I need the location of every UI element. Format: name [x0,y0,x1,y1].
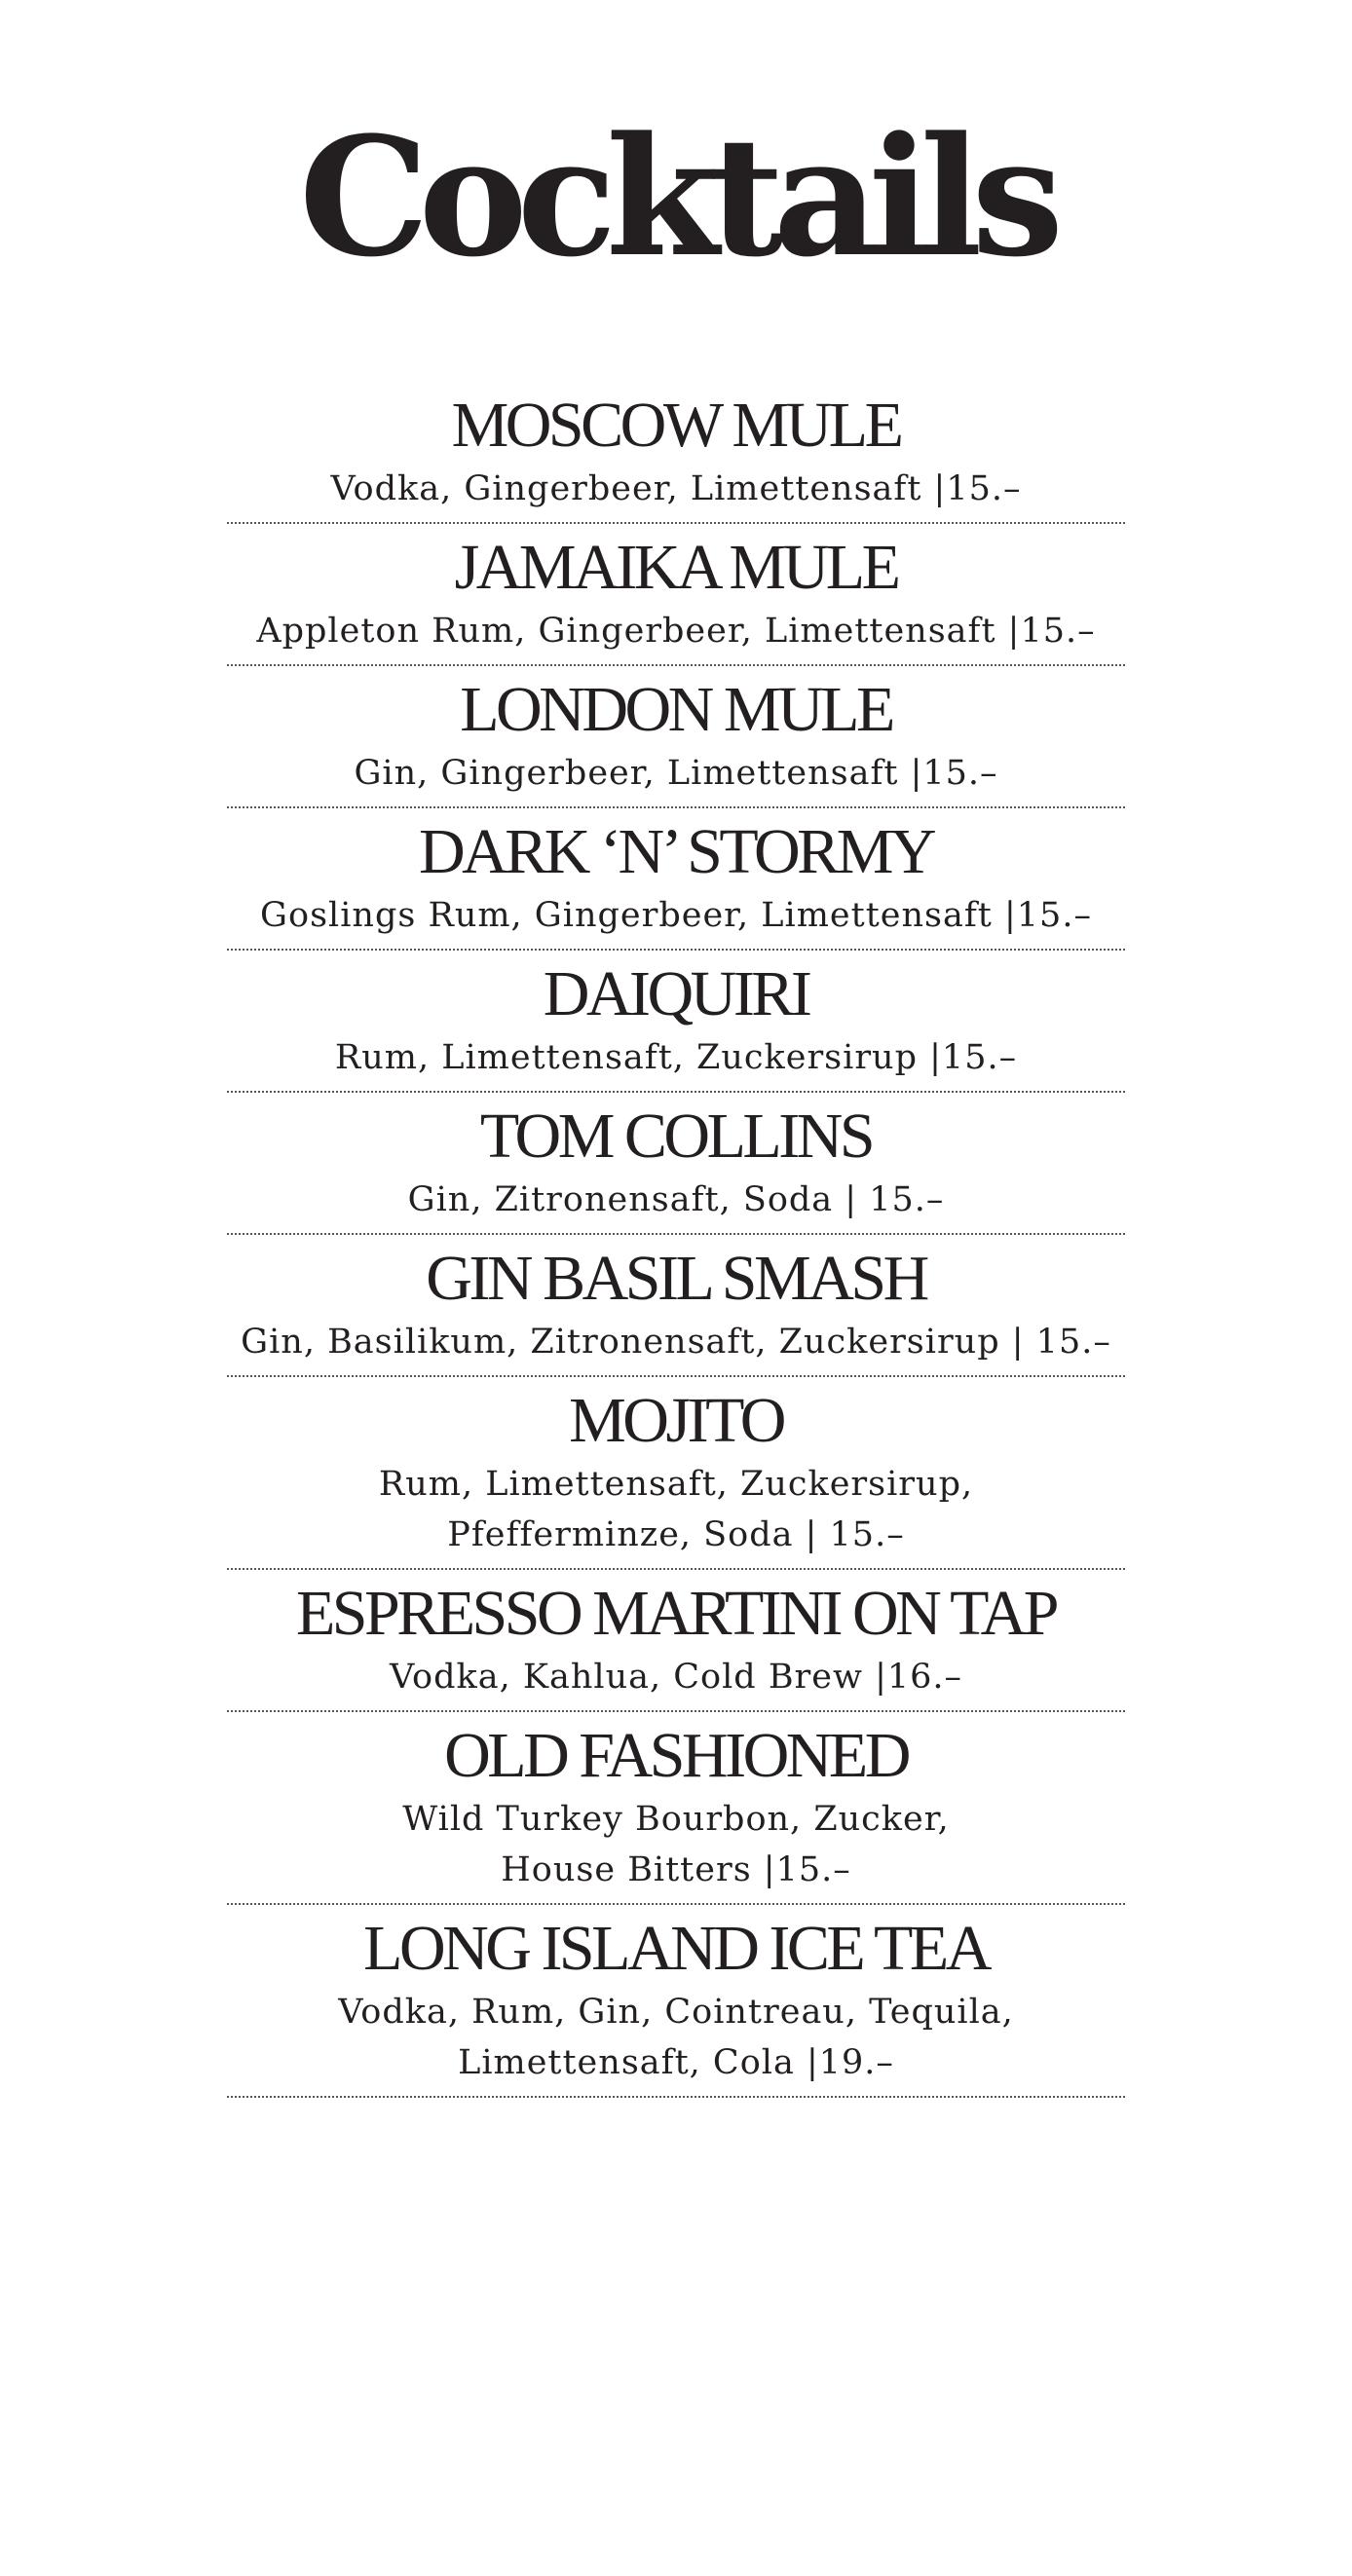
list-item [227,390,1125,524]
list-item [227,951,1125,1093]
list-item [227,1235,1125,1377]
cocktail-name: OLD FASHIONED [444,1720,908,1791]
cocktail-name: TOM COLLINS [479,1101,873,1172]
cocktail-description: Gin, Zitronensaft, Soda | 15.– [407,1180,945,1219]
list-item [227,808,1125,951]
list-item [227,1377,1125,1570]
page-title: Cocktails [298,100,1054,293]
cocktail-name: LONDON MULE [460,674,892,745]
cocktail-description: Appleton Rum, Gingerbeer, Limettensaft |15.– [256,612,1096,651]
cocktail-description: Gin, Basilikum, Zitronensaft, Zuckersirup | 15.– [241,1323,1111,1362]
cocktail-name: MOJITO [569,1385,783,1456]
cocktail-description: Vodka, Rum, Gin, Cointreau, Tequila, Limettensaft, Cola |19.– [338,1993,1014,2082]
cocktail-name: GIN BASIL SMASH [426,1243,926,1314]
cocktail-list [227,390,1125,2098]
list-item [227,1712,1125,1905]
cocktail-description: Vodka, Kahlua, Cold Brew |16.– [389,1658,963,1697]
cocktail-name: DAIQUIRI [543,958,809,1029]
cocktail-name: ESPRESSO MARTINI ON TAP [295,1578,1056,1649]
cocktail-description: Rum, Limettensaft, Zuckersirup, Pfefferminze, Soda | 15.– [378,1465,974,1554]
cocktail-description: Vodka, Gingerbeer, Limettensaft |15.– [330,469,1022,508]
list-item [227,666,1125,808]
cocktail-name: MOSCOW MULE [451,390,901,461]
list-item [227,1093,1125,1235]
cocktail-name: JAMAIKA MULE [454,532,898,603]
cocktail-description: Rum, Limettensaft, Zuckersirup |15.– [334,1038,1018,1077]
list-item [227,1905,1125,2098]
list-item [227,524,1125,666]
cocktail-description: Goslings Rum, Gingerbeer, Limettensaft |15.– [260,896,1092,935]
cocktail-description: Wild Turkey Bourbon, Zucker, House Bitters |15.– [402,1800,950,1889]
list-item [227,1570,1125,1712]
cocktail-description: Gin, Gingerbeer, Limettensaft |15.– [354,754,998,793]
cocktail-name: LONG ISLAND ICE TEA [363,1913,989,1984]
cocktail-name: DARK ‘N’ STORMY [418,816,934,887]
